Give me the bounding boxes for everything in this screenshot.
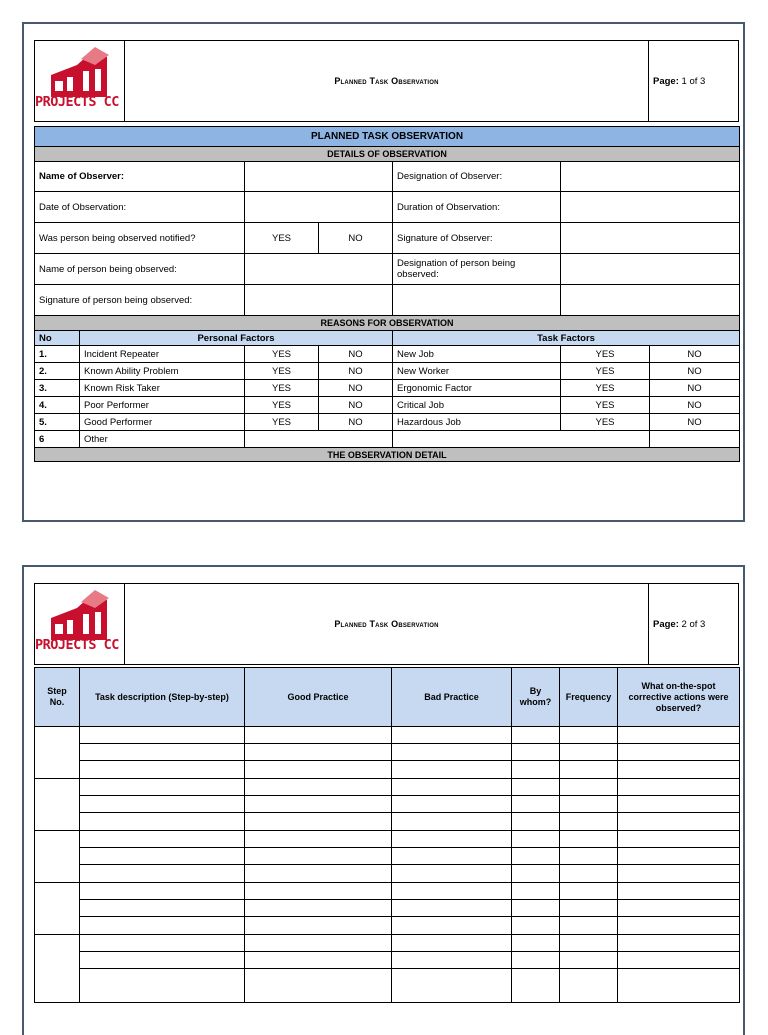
- page-number: [649, 584, 739, 665]
- bad-practice-cell[interactable]: [392, 883, 512, 900]
- good-practice-cell[interactable]: [245, 865, 392, 883]
- good-practice-cell[interactable]: [245, 883, 392, 900]
- task-description-cell[interactable]: [80, 969, 245, 1003]
- designation-observed-label: Designation of person being observed:: [393, 254, 561, 285]
- date-of-observation-field[interactable]: [245, 192, 393, 223]
- other-label: Other: [80, 431, 245, 448]
- task-description-cell[interactable]: [80, 831, 245, 848]
- good-practice-cell[interactable]: [245, 796, 392, 813]
- designation-of-observer-field[interactable]: [561, 162, 740, 192]
- corrective-action-cell[interactable]: [618, 900, 740, 917]
- personal-no-option[interactable]: NO: [319, 346, 393, 363]
- good-practice-cell[interactable]: [245, 935, 392, 952]
- header-table: [34, 583, 739, 665]
- task-no-option[interactable]: NO: [650, 414, 740, 431]
- table-row: [35, 900, 740, 917]
- duration-of-observation-field[interactable]: [561, 192, 740, 223]
- col-personal-header: Personal Factors: [80, 331, 393, 346]
- corrective-action-cell[interactable]: [618, 831, 740, 848]
- task-description-cell[interactable]: [80, 952, 245, 969]
- form-title: Planned Task Observation: [125, 584, 649, 665]
- table-row: [35, 865, 740, 883]
- frequency-cell[interactable]: [560, 779, 618, 796]
- table-row: [35, 848, 740, 865]
- col-no-header: No: [35, 331, 80, 346]
- good-practice-cell[interactable]: [245, 779, 392, 796]
- by-whom-cell[interactable]: [512, 935, 560, 952]
- frequency-cell[interactable]: [560, 935, 618, 952]
- table-row: [35, 952, 740, 969]
- step-no-cell[interactable]: [35, 883, 80, 935]
- corrective-action-cell[interactable]: [618, 935, 740, 952]
- personal-yes-option[interactable]: YES: [245, 363, 319, 380]
- corrective-action-cell[interactable]: [618, 952, 740, 969]
- page-value: 1 of 3: [681, 75, 706, 87]
- by-whom-cell[interactable]: [512, 865, 560, 883]
- by-whom-cell[interactable]: [512, 848, 560, 865]
- reason-no: 6: [35, 431, 80, 448]
- frequency-cell[interactable]: [560, 900, 618, 917]
- task-description-cell[interactable]: [80, 883, 245, 900]
- task-factor: Ergonomic Factor: [393, 380, 561, 397]
- task-description-cell[interactable]: [80, 727, 245, 744]
- personal-no-option[interactable]: NO: [319, 414, 393, 431]
- personal-factor: Good Performer: [80, 414, 245, 431]
- table-row: [35, 935, 740, 952]
- bad-practice-cell[interactable]: [392, 727, 512, 744]
- reasons-title: REASONS FOR OBSERVATION: [35, 316, 740, 331]
- table-row: [35, 744, 740, 761]
- col-corrective-actions: What on-the-spot corrective actions were observed?: [618, 668, 740, 727]
- other-personal-field[interactable]: [245, 431, 393, 448]
- frequency-cell[interactable]: [560, 969, 618, 1003]
- personal-no-option[interactable]: NO: [319, 380, 393, 397]
- col-task-header: Task Factors: [393, 331, 740, 346]
- by-whom-cell[interactable]: [512, 917, 560, 935]
- header-table: [34, 40, 739, 122]
- reason-no: 4.: [35, 397, 80, 414]
- corrective-action-cell[interactable]: [618, 761, 740, 779]
- bad-practice-cell[interactable]: [392, 813, 512, 831]
- corrective-action-cell[interactable]: [618, 917, 740, 935]
- task-no-option[interactable]: NO: [650, 346, 740, 363]
- good-practice-cell[interactable]: [245, 952, 392, 969]
- company-logo: [35, 584, 125, 665]
- corrective-action-cell[interactable]: [618, 796, 740, 813]
- good-practice-cell[interactable]: [245, 969, 392, 1003]
- step-no-cell[interactable]: [35, 831, 80, 883]
- frequency-cell[interactable]: [560, 848, 618, 865]
- frequency-cell[interactable]: [560, 796, 618, 813]
- signature-of-observer-field[interactable]: [561, 223, 740, 254]
- frequency-cell[interactable]: [560, 883, 618, 900]
- reason-no: 5.: [35, 414, 80, 431]
- form-page-1: [22, 22, 745, 522]
- notified-yes-option[interactable]: YES: [245, 223, 319, 254]
- task-factor: Critical Job: [393, 397, 561, 414]
- duration-of-observation-label: Duration of Observation:: [393, 192, 561, 223]
- good-practice-cell[interactable]: [245, 848, 392, 865]
- table-row: [35, 883, 740, 900]
- task-description-cell[interactable]: [80, 744, 245, 761]
- personal-factor: Known Ability Problem: [80, 363, 245, 380]
- frequency-cell[interactable]: [560, 727, 618, 744]
- corrective-action-cell[interactable]: [618, 969, 740, 1003]
- bad-practice-cell[interactable]: [392, 831, 512, 848]
- by-whom-cell[interactable]: [512, 883, 560, 900]
- step-no-cell[interactable]: [35, 779, 80, 831]
- page-number: [649, 41, 739, 122]
- by-whom-cell[interactable]: [512, 952, 560, 969]
- bad-practice-cell[interactable]: [392, 935, 512, 952]
- task-yes-option[interactable]: YES: [561, 346, 650, 363]
- corrective-action-cell[interactable]: [618, 865, 740, 883]
- task-factor: New Worker: [393, 363, 561, 380]
- name-of-observer-label: Name of Observer:: [35, 162, 245, 192]
- by-whom-cell[interactable]: [512, 969, 560, 1003]
- name-observed-label: Name of person being observed:: [35, 254, 245, 285]
- by-whom-cell[interactable]: [512, 796, 560, 813]
- bad-practice-cell[interactable]: [392, 761, 512, 779]
- personal-no-option[interactable]: NO: [319, 397, 393, 414]
- steps-table: [34, 667, 740, 1003]
- corrective-action-cell[interactable]: [618, 744, 740, 761]
- personal-yes-option[interactable]: YES: [245, 414, 319, 431]
- task-description-cell[interactable]: [80, 796, 245, 813]
- task-description-cell[interactable]: [80, 935, 245, 952]
- task-yes-option[interactable]: YES: [561, 397, 650, 414]
- bad-practice-cell[interactable]: [392, 796, 512, 813]
- task-description-cell[interactable]: [80, 900, 245, 917]
- corrective-action-cell[interactable]: [618, 727, 740, 744]
- task-description-cell[interactable]: [80, 761, 245, 779]
- bad-practice-cell[interactable]: [392, 917, 512, 935]
- logo-text: PROJECTS CC: [35, 637, 119, 653]
- other-task-field[interactable]: [393, 431, 650, 448]
- table-row: [35, 761, 740, 779]
- good-practice-cell[interactable]: [245, 831, 392, 848]
- col-good-practice: Good Practice: [245, 668, 392, 727]
- table-row: [35, 727, 740, 744]
- table-row: [35, 969, 740, 1003]
- details-table: [34, 126, 740, 462]
- task-no-option[interactable]: NO: [650, 397, 740, 414]
- task-description-cell[interactable]: [80, 917, 245, 935]
- step-no-cell[interactable]: [35, 935, 80, 1003]
- good-practice-cell[interactable]: [245, 727, 392, 744]
- bad-practice-cell[interactable]: [392, 865, 512, 883]
- section-title: PLANNED TASK OBSERVATION: [35, 127, 740, 147]
- task-yes-option[interactable]: YES: [561, 414, 650, 431]
- corrective-action-cell[interactable]: [618, 848, 740, 865]
- task-yes-option[interactable]: YES: [561, 380, 650, 397]
- bad-practice-cell[interactable]: [392, 969, 512, 1003]
- bad-practice-cell[interactable]: [392, 848, 512, 865]
- name-of-observer-field[interactable]: [245, 162, 393, 192]
- good-practice-cell[interactable]: [245, 900, 392, 917]
- personal-yes-option[interactable]: YES: [245, 346, 319, 363]
- task-description-cell[interactable]: [80, 865, 245, 883]
- blank-cell: [650, 431, 740, 448]
- reason-no: 3.: [35, 380, 80, 397]
- table-row: [35, 796, 740, 813]
- page-value: 2 of 3: [681, 618, 706, 630]
- by-whom-cell[interactable]: [512, 761, 560, 779]
- personal-factor: Known Risk Taker: [80, 380, 245, 397]
- company-logo: [35, 41, 125, 122]
- date-of-observation-label: Date of Observation:: [35, 192, 245, 223]
- personal-yes-option[interactable]: YES: [245, 397, 319, 414]
- step-no-cell[interactable]: [35, 727, 80, 779]
- notified-no-option[interactable]: NO: [319, 223, 393, 254]
- frequency-cell[interactable]: [560, 813, 618, 831]
- personal-factor: Incident Repeater: [80, 346, 245, 363]
- form-title: Planned Task Observation: [125, 41, 649, 122]
- by-whom-cell[interactable]: [512, 779, 560, 796]
- designation-observed-field[interactable]: [561, 254, 740, 285]
- signature-of-observer-label: Signature of Observer:: [393, 223, 561, 254]
- frequency-cell[interactable]: [560, 865, 618, 883]
- col-step-no: Step No.: [35, 668, 80, 727]
- details-title: DETAILS OF OBSERVATION: [35, 147, 740, 162]
- corrective-action-cell[interactable]: [618, 779, 740, 796]
- task-description-cell[interactable]: [80, 813, 245, 831]
- task-factor: Hazardous Job: [393, 414, 561, 431]
- bad-practice-cell[interactable]: [392, 779, 512, 796]
- frequency-cell[interactable]: [560, 917, 618, 935]
- task-yes-option[interactable]: YES: [561, 363, 650, 380]
- blank-cell: [393, 285, 561, 316]
- col-bad-practice: Bad Practice: [392, 668, 512, 727]
- frequency-cell[interactable]: [560, 744, 618, 761]
- table-row: [35, 831, 740, 848]
- task-no-option[interactable]: NO: [650, 363, 740, 380]
- designation-of-observer-label: Designation of Observer:: [393, 162, 561, 192]
- name-observed-field[interactable]: [245, 254, 393, 285]
- signature-observed-field[interactable]: [245, 285, 393, 316]
- personal-no-option[interactable]: NO: [319, 363, 393, 380]
- by-whom-cell[interactable]: [512, 831, 560, 848]
- bad-practice-cell[interactable]: [392, 900, 512, 917]
- corrective-action-cell[interactable]: [618, 813, 740, 831]
- frequency-cell[interactable]: [560, 952, 618, 969]
- col-by-whom: By whom?: [512, 668, 560, 727]
- by-whom-cell[interactable]: [512, 813, 560, 831]
- col-task-description: Task description (Step-by-step): [80, 668, 245, 727]
- by-whom-cell[interactable]: [512, 727, 560, 744]
- by-whom-cell[interactable]: [512, 900, 560, 917]
- good-practice-cell[interactable]: [245, 917, 392, 935]
- table-row: [35, 779, 740, 796]
- bad-practice-cell[interactable]: [392, 744, 512, 761]
- logo-text: PROJECTS CC: [35, 94, 119, 110]
- personal-yes-option[interactable]: YES: [245, 380, 319, 397]
- frequency-cell[interactable]: [560, 761, 618, 779]
- personal-factor: Poor Performer: [80, 397, 245, 414]
- corrective-action-cell[interactable]: [618, 883, 740, 900]
- col-frequency: Frequency: [560, 668, 618, 727]
- observation-detail-title: THE OBSERVATION DETAIL: [35, 448, 740, 462]
- task-no-option[interactable]: NO: [650, 380, 740, 397]
- page-label: Page:: [653, 618, 679, 630]
- reason-no: 1.: [35, 346, 80, 363]
- page-label: Page:: [653, 75, 679, 87]
- reason-no: 2.: [35, 363, 80, 380]
- table-row: [35, 813, 740, 831]
- by-whom-cell[interactable]: [512, 744, 560, 761]
- task-description-cell[interactable]: [80, 848, 245, 865]
- table-row: [35, 917, 740, 935]
- good-practice-cell[interactable]: [245, 813, 392, 831]
- bad-practice-cell[interactable]: [392, 952, 512, 969]
- task-description-cell[interactable]: [80, 779, 245, 796]
- form-page-2: [22, 565, 745, 1035]
- task-factor: New Job: [393, 346, 561, 363]
- was-notified-label: Was person being observed notified?: [35, 223, 245, 254]
- frequency-cell[interactable]: [560, 831, 618, 848]
- signature-observed-label: Signature of person being observed:: [35, 285, 245, 316]
- blank-cell: [561, 285, 740, 316]
- good-practice-cell[interactable]: [245, 761, 392, 779]
- good-practice-cell[interactable]: [245, 744, 392, 761]
